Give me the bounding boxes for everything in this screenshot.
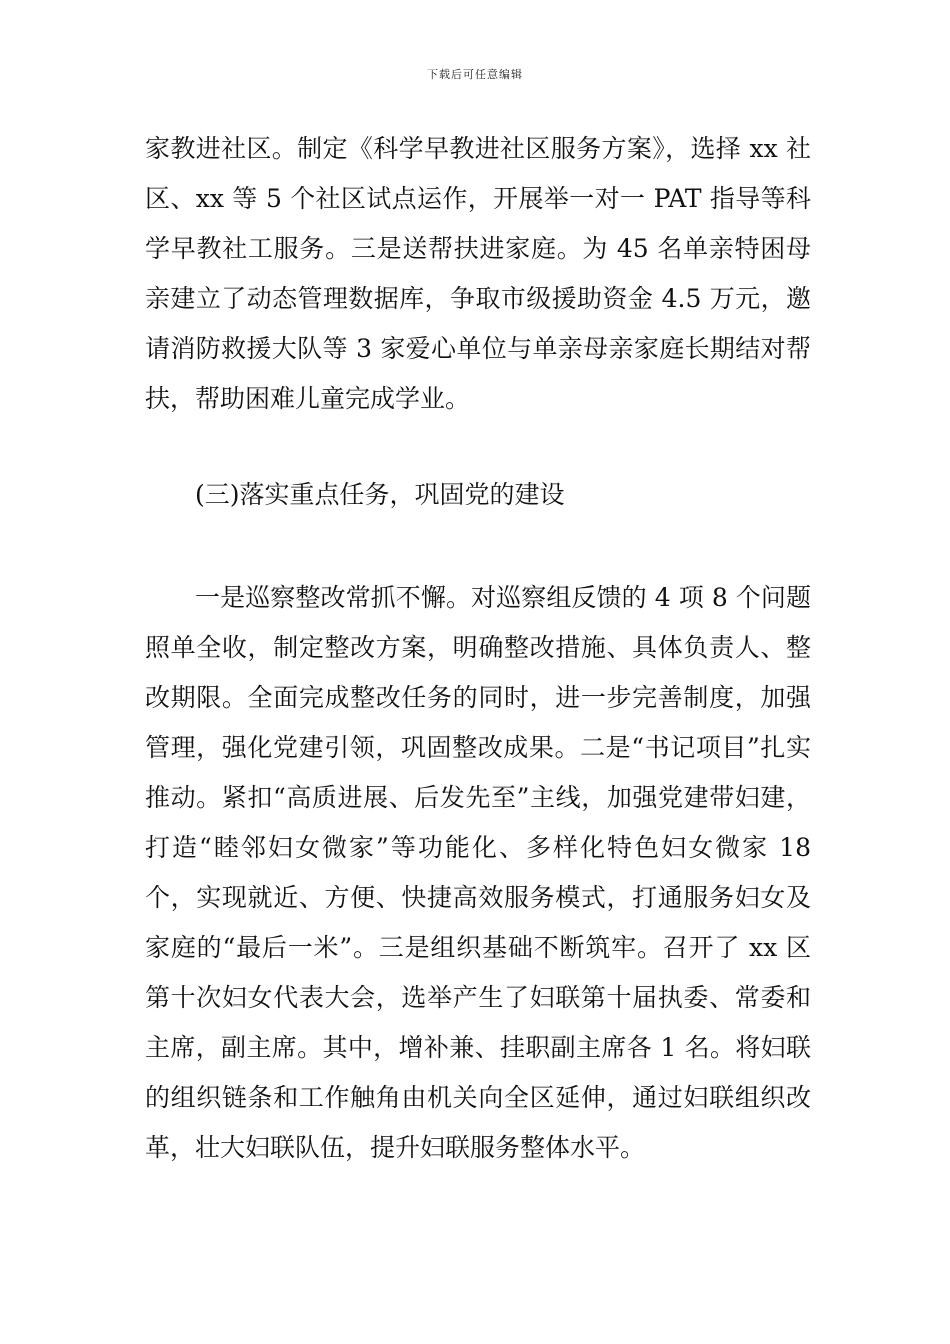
body-paragraph-1: 家教进社区。制定《科学早教进社区服务方案》，选择 xx 社区、xx 等 5 个社区试点运作，开展举一对一 PAT 指导等科学早教社工服务。三是送帮扶进家庭。为 45 名单亲特困母亲建立了动态管理数据库，争取市级援助资金 4.5 万元，邀请消防救援大队等 3 家爱心单位与单亲母亲家庭长期结对帮扶，帮助困难儿童完成学业。 xyxy=(145,134,811,413)
body-paragraph-2: 一是巡察整改常抓不懈。对巡察组反馈的 4 项 8 个问题照单全收，制定整改方案，明确整改措施、具体负责人、整改期限。全面完成整改任务的同时，进一步完善制度，加强管理，强化党建引领，巩固整改成果。二是“书记项目”扎实推动。紧扣“高质进展、后发先至”主线，加强党建带妇建，打造“睦邻妇女微家”等功能化、多样化特色妇女微家 18 个，实现就近、方便、快捷高效服务模式，打通服务妇女及家庭的“最后一米”。三是组织基础不断筑牢。召开了 xx 区第十次妇女代表大会，选举产生了妇联第十届执委、常委和主席，副主席。其中，增补兼、挂职副主席各 1 名。将妇联的组织链条和工作触角由机关向全区延伸，通过妇联组织改革，壮大妇联队伍，提升妇联服务整体水平。 xyxy=(145,583,811,1162)
section-heading: (三)落实重点任务，巩固党的建设 xyxy=(195,480,565,509)
page-header-note: 下载后可任意编辑 xyxy=(427,68,523,81)
